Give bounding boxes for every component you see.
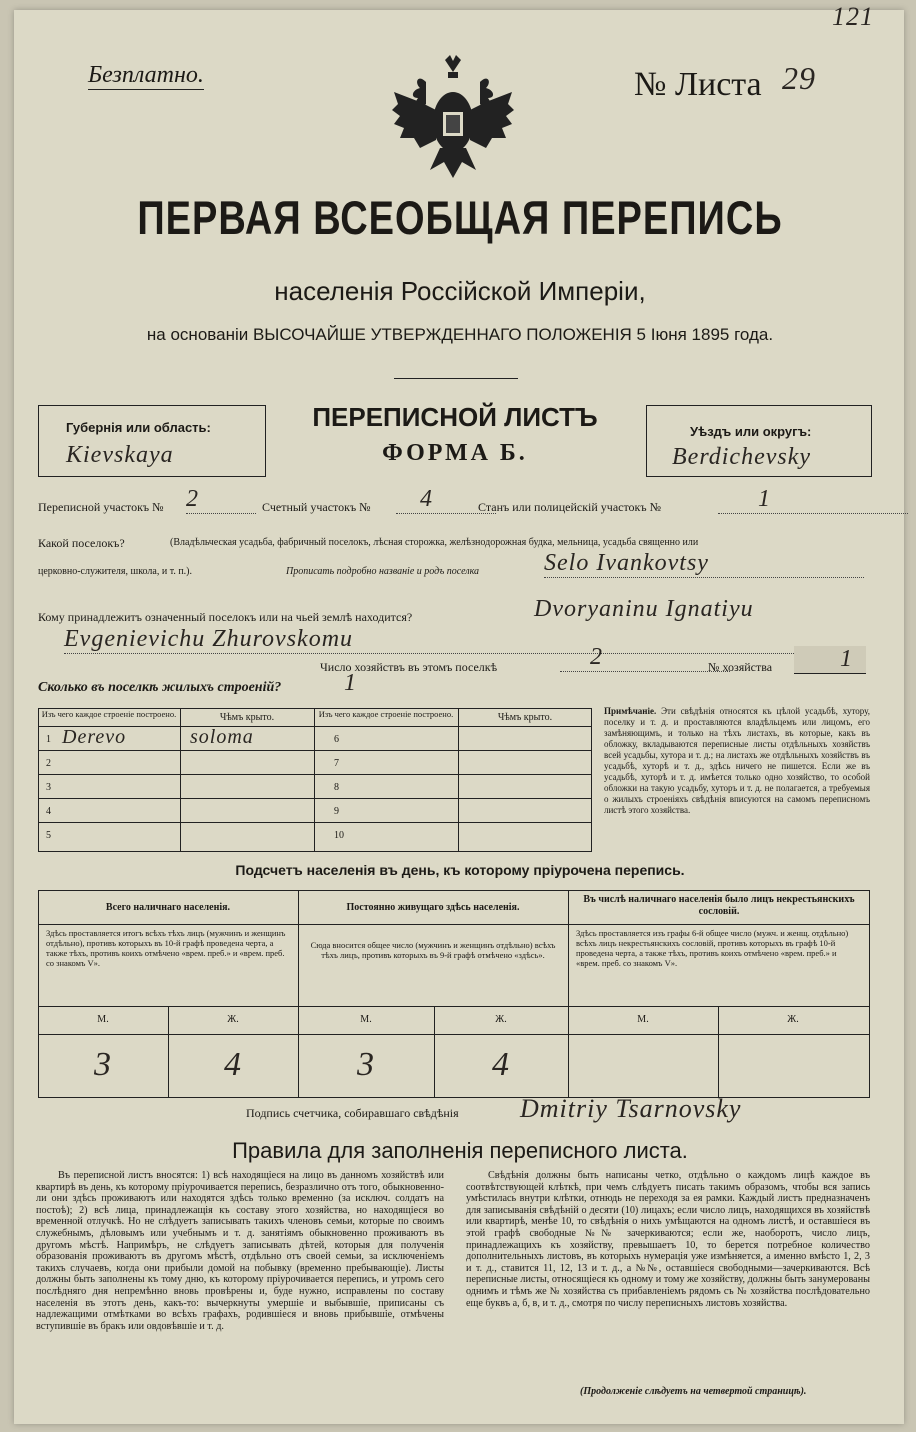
province-label: Губернія или область: <box>66 420 211 435</box>
settlement-hint2: церковно-служителя, школа, и т. п.). <box>38 566 192 577</box>
note-block <box>604 706 870 816</box>
count-zh-3: Ж. <box>787 1014 799 1025</box>
buildings-value: 1 <box>344 670 357 696</box>
double-headed-eagle-icon <box>390 52 516 184</box>
count-col3-head: Въ числѣ наличнаго населенія было лицъ некрестьянскихъ сословій. <box>583 894 855 917</box>
note-text: Эти свѣдѣнія относятся къ цѣлой усадьбѣ, хутору, поселку и т. д. и проставляются владѣльцемъ или лицомъ, его замѣняющимъ, и только на тѣхъ листахъ, въ которые, какъ въ обложку, вкладываются переписные листы отдѣльныхъ хозяйствъ всей усадьбы, хутора и т. д.; на листахъ же отдѣльныхъ хозяйствъ въ усадьбѣ, хуторѣ и т. д., здѣсь ничего не пишется. Если же въ усадьбѣ, хуторѣ и т. д. имѣется только одно хозяйство, то особой обложки на такую усадьбу, хуторъ и т. д. не полагается, а требуемыя о жилыхъ строеніяхъ свѣдѣнія вписуются на самомъ переписномъ листѣ этого хозяйства. <box>604 706 870 815</box>
census-district-label: Переписной участокъ № <box>38 500 164 514</box>
count-value-total-m: 3 <box>94 1046 112 1083</box>
bld-row-number: 2 <box>46 758 51 769</box>
settlement-value: Selo Ivankovtsy <box>544 550 864 578</box>
settlement-label: Какой поселокъ? <box>38 536 125 550</box>
bld-row-material: Derevo <box>62 726 127 748</box>
count-value-resident-zh: 4 <box>492 1046 510 1083</box>
bld-row-number-right: 7 <box>334 758 339 769</box>
form-title: ПЕРЕПИСНОЙ ЛИСТЪ <box>312 402 598 432</box>
rules-title: Правила для заполненія переписного листа. <box>232 1138 688 1163</box>
count-col1-desc: Здѣсь проставляется итогъ всѣхъ тѣхъ лицъ (мужчинъ и женщинъ отдѣльно), противъ которыхъ въ 10-й графѣ проведена черта, а также тѣхъ, противъ коихъ отмѣчено «врем. преб.» и «врем. преб. со знакомъ V». <box>46 928 286 968</box>
bld-row-roof: soloma <box>190 726 254 748</box>
count-title: Подсчетъ населенія въ день, къ которому пріурочена перепись. <box>235 862 685 878</box>
signature-value: Dmitriy Tsarnovsky <box>520 1094 742 1123</box>
counting-district-value: 4 <box>396 486 496 514</box>
sheet-number-label: № Листа <box>634 66 762 103</box>
household-number-value: 1 <box>794 646 866 674</box>
police-district-label: Станъ или полицейскій участокъ № <box>478 500 662 514</box>
uezd-label: Уѣздъ или округъ: <box>690 424 812 439</box>
buildings-label: Сколько въ поселкѣ жилыхъ строеній? <box>38 680 282 695</box>
page-number: 121 <box>832 2 874 31</box>
free-label: Безплатно. <box>88 62 204 88</box>
count-zh-2: Ж. <box>495 1014 507 1025</box>
settlement-hint: (Владѣльческая усадьба, фабричный поселокъ, лѣсная сторожка, желѣзнодорожная будка, мельница, усадьба священно или <box>170 537 699 548</box>
uezd-value: Berdichevsky <box>672 444 812 470</box>
count-value-total-zh: 4 <box>224 1046 242 1083</box>
count-m-1: М. <box>97 1014 109 1025</box>
divider <box>394 378 518 379</box>
rules-right: Свѣдѣнія должны быть написаны четко, отдѣльно о каждомъ лицѣ каждое въ соотвѣтствующей клѣткѣ, при чемъ слѣдуетъ писать такимъ образомъ, чтобы вся запись умѣстилась внутри клѣтки, отнюдь не переходя за ея рамки. Каждый листъ предназначенъ для записыванія свѣдѣній о десяти (10) лицахъ; если число лицъ, находящихся въ хозяйствѣ или квартирѣ, менѣе 10, то свѣдѣнія о нихъ умѣщаются на одномъ листѣ, и оставшіеся въ этой графѣ свободные №№ зачеркиваются; если же, наоборотъ, число лицъ, принадлежащихъ къ хозяйству, превышаетъ 10, то берется потребное количество дополнительныхъ листовъ, въ которыхъ нумерація уже измѣняется, а именно вмѣсто 1, 2, 3 и т. д., ставится 11, 12, 13 и т. д., а №№, оставшіеся свободными—зачеркиваются. Всѣ переписные листы, относящіеся къ одному и тому же хозяйству, должны быть занумерованы однимъ и тѣмъ же № хозяйства съ прибавленіемъ рядомъ съ № хозяйства послѣдовательно еще буквъ а, б, в, и т. д., смотря по числу переписныхъ листовъ хозяйства. <box>466 1170 870 1309</box>
bld-row-number: 4 <box>46 806 51 817</box>
count-value-resident-m: 3 <box>357 1046 375 1083</box>
signature-label: Подпись счетчика, собиравшаго свѣдѣнія <box>246 1106 459 1120</box>
owner-value-1: Dvoryaninu Ignatiyu <box>534 596 754 622</box>
bld-header-material: Изъ чего каждое строеніе построено. <box>41 709 177 719</box>
bld-row-number-right: 6 <box>334 734 339 745</box>
province-value: Kievskaya <box>66 442 174 468</box>
household-number-label: № хозяйства <box>708 660 773 674</box>
settlement-instruction: Прописать подробно названіе и родъ поселка <box>286 566 480 577</box>
basis-line: на основаніи ВЫСОЧАЙШЕ УТВЕРЖДЕННАГО ПОЛОЖЕНІЯ 5 Іюня 1895 года. <box>146 325 774 344</box>
bld-header-material-2: Изъ чего каждое строеніе построено. <box>318 709 454 719</box>
bld-row-number-right: 8 <box>334 782 339 793</box>
rules-left: Въ переписной листъ вносятся: 1) всѣ находящіеся на лицо въ данномъ хозяйствѣ или квартирѣ въ день, къ которому пріурочивается перепись, безразлично отъ того, обыкновенно-ли они здѣсь проживаютъ или находятся здѣсь только временно (за исключ. солдатъ на постоѣ); 2) всѣ лица, принадлежащія къ составу этого хозяйства, но находящіеся во временной отлучкѣ. Но не слѣдуетъ записывать такихъ членовъ семьи, которые по своимъ служебнымъ, дѣловымъ или учебнымъ и т. д. занятіямъ обыкновенно проживаютъ въ другомъ мѣстѣ. Напримѣръ, не слѣдуетъ записывать дѣтей, которыя для полученія образованія проживаютъ въ другомъ мѣстѣ, отдѣльно отъ своей семьи, за исключеніемъ такихъ случаевъ, когда они прибыли домой на побывку (временно пребывающіе). Листы должны быть заполнены къ тому дню, къ которому пріурочивается перепись, и утромъ сего послѣдняго дня непремѣнно вновь провѣрены и, буде нужно, исправлены по составу населенія въ этотъ день, какъ-то: вычеркнуты умершіе и выбывшіе, приписаны съ надлежащими отмѣтками во всѣхъ графахъ, родившіеся и вновь прибывшіе, отмѣчены вступившіе въ бракъ или овдовѣвшіе и т. д. <box>36 1170 444 1332</box>
rules-footer: (Продолженіе слѣдуетъ на четвертой страницѣ). <box>580 1386 807 1397</box>
count-m-3: М. <box>637 1014 649 1025</box>
count-col3-desc: Здѣсь проставляется изъ графы 6-й общее число (мужч. и женщ. отдѣльно) всѣхъ лицъ некрестьянскихъ сословій, противъ которыхъ въ графѣ 10-й проведена черта, а также тѣхъ, противъ коихъ отмѣчено «врем. преб.» и «врем. преб. со знакомъ V». <box>576 928 849 968</box>
count-zh-1: Ж. <box>227 1014 239 1025</box>
bld-header-roof-2: Чѣмъ крыто. <box>497 712 553 723</box>
bld-header-roof: Чѣмъ крыто. <box>219 712 275 723</box>
bld-row-number: 5 <box>46 830 51 841</box>
counting-district-label: Счетный участокъ № <box>262 500 371 514</box>
police-district-value: 1 <box>718 486 908 514</box>
sheet-number-value: 29 <box>782 60 816 96</box>
bld-row-number-right: 9 <box>334 806 339 817</box>
census-district-value: 2 <box>186 486 256 514</box>
households-count-label: Число хозяйствъ въ этомъ поселкѣ <box>320 660 498 674</box>
main-title: ПЕРВАЯ ВСЕОБЩАЯ ПЕРЕПИСЬ <box>137 192 783 246</box>
count-col2-desc: Сюда вносится общее число (мужчинъ и женщинъ отдѣльно) всѣхъ тѣхъ лицъ, противъ которыхъ въ 9-й графѣ отмѣчено «здѣсь». <box>310 940 556 960</box>
bld-row-number-right: 10 <box>334 830 344 841</box>
households-count-value: 2 <box>560 644 730 672</box>
owner-value-2: Evgenievichu Zhurovskomu <box>64 626 864 654</box>
note-head: Примѣчаніе. <box>604 706 657 716</box>
count-col2-head: Постоянно живущаго здѣсь населенія. <box>346 902 520 913</box>
form-subtitle: ФОРМА Б. <box>382 440 528 466</box>
bld-row-number: 3 <box>46 782 51 793</box>
bld-row-number: 1 <box>46 734 51 745</box>
count-m-2: М. <box>360 1014 372 1025</box>
subtitle: населенія Россійской Имперіи, <box>274 276 646 306</box>
owner-label: Кому принадлежитъ означенный поселокъ или на чьей землѣ находится? <box>38 610 413 624</box>
count-col1-head: Всего наличнаго населенія. <box>105 902 231 913</box>
